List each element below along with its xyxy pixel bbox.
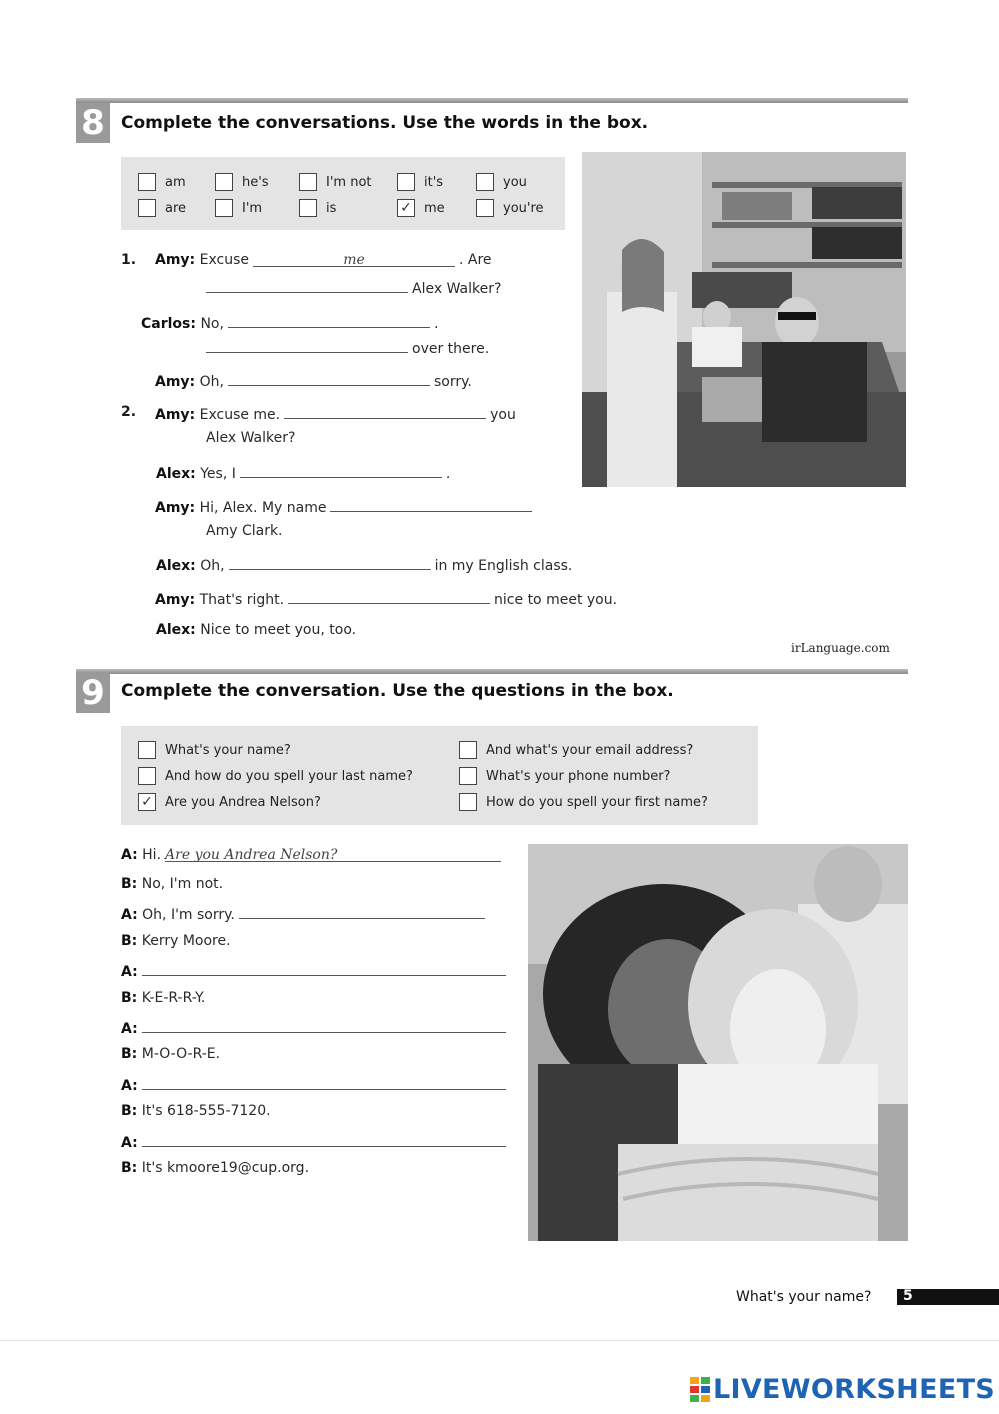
word-option[interactable]: I'm not (299, 173, 372, 191)
students-scene-illustration (528, 844, 908, 1241)
dialog-line: A: Hi. Are you Andrea Nelson? (121, 847, 505, 863)
word-option[interactable]: are (138, 199, 186, 217)
answer-blank[interactable] (206, 338, 408, 353)
answer-blank[interactable] (330, 497, 532, 512)
question-option[interactable]: And what's your email address? (459, 741, 693, 759)
question-option[interactable]: And how do you spell your last name? (138, 767, 413, 785)
dialog-line: Amy: That's right. nice to meet you. (155, 589, 617, 608)
dialog-line: B: It's 618-555-7120. (121, 1103, 271, 1119)
checkbox[interactable] (215, 173, 233, 191)
dialog-line: B: It's kmoore19@cup.org. (121, 1160, 310, 1176)
answer-blank[interactable] (142, 1075, 506, 1090)
dialog-line: A: (121, 1132, 510, 1151)
answer-blank[interactable] (142, 961, 506, 976)
checkbox[interactable] (138, 173, 156, 191)
answer-blank[interactable] (239, 904, 485, 919)
checkbox[interactable] (138, 767, 156, 785)
library-scene-illustration (582, 152, 906, 487)
dialog-line: A: (121, 1075, 510, 1094)
page-number-tab (897, 1289, 999, 1305)
dialog-line: Amy: Excuse me . Are (155, 252, 492, 268)
answer-blank[interactable] (142, 1018, 506, 1033)
checkbox[interactable] (138, 199, 156, 217)
dialog-line: B: Kerry Moore. (121, 933, 231, 949)
checkbox[interactable] (459, 767, 477, 785)
dialog-line: over there. (202, 338, 489, 357)
word-option[interactable]: ✓ me (397, 199, 445, 217)
checkbox[interactable] (397, 173, 415, 191)
checkbox[interactable] (476, 199, 494, 217)
checkbox[interactable] (138, 741, 156, 759)
section-rule (76, 669, 908, 674)
checkbox[interactable] (299, 199, 317, 217)
dialog-line: Alex Walker? (206, 430, 296, 446)
checkbox[interactable] (459, 793, 477, 811)
answer-blank[interactable] (228, 371, 430, 386)
source-credit: irLanguage.com (791, 641, 890, 655)
answer-blank[interactable] (228, 313, 430, 328)
dialog-line: Carlos: No, . (141, 313, 438, 332)
answer-blank[interactable] (142, 1132, 506, 1147)
checkbox[interactable] (459, 741, 477, 759)
word-box (121, 157, 565, 230)
checkbox[interactable] (299, 173, 317, 191)
section-rule (76, 98, 908, 103)
answer-blank[interactable] (229, 555, 431, 570)
word-option[interactable]: you're (476, 199, 544, 217)
dialog-line: A: Oh, I'm sorry. (121, 904, 489, 923)
dialog-line: B: K-E-R-R-Y. (121, 990, 206, 1006)
dialog-line: B: No, I'm not. (121, 876, 224, 892)
answer-blank[interactable] (240, 463, 442, 478)
dialog-line: Alex: Oh, in my English class. (156, 555, 572, 574)
checkbox[interactable] (215, 199, 233, 217)
liveworksheets-logo (690, 1374, 995, 1405)
dialog-line: Amy: Oh, sorry. (155, 371, 472, 390)
word-option[interactable]: he's (215, 173, 269, 191)
question-option[interactable]: How do you spell your first name? (459, 793, 708, 811)
dialog-line: A: (121, 961, 510, 980)
exercise-number-badge: 9 (76, 673, 110, 713)
word-option[interactable]: you (476, 173, 527, 191)
conversation-number: 2. (121, 404, 137, 420)
students-photo (528, 844, 908, 1241)
page-number: 5 (903, 1288, 913, 1304)
dialog-line: A: (121, 1018, 510, 1037)
answer-blank[interactable] (288, 589, 490, 604)
brand-name: LIVEWORKSHEETS (713, 1374, 996, 1405)
word-option[interactable]: it's (397, 173, 443, 191)
dialog-line: Amy Clark. (206, 523, 283, 539)
page-divider (0, 1340, 999, 1341)
checkbox[interactable]: ✓ (397, 199, 415, 217)
dialog-line: Alex Walker? (202, 278, 501, 297)
dialog-line: Amy: Hi, Alex. My name (155, 497, 536, 516)
checkbox[interactable]: ✓ (138, 793, 156, 811)
exercise-title: Complete the conversation. Use the questions in the box. (121, 681, 674, 701)
question-option[interactable]: ✓ Are you Andrea Nelson? (138, 793, 321, 811)
dialog-line: Alex: Nice to meet you, too. (156, 622, 357, 638)
word-option[interactable]: I'm (215, 199, 262, 217)
question-option[interactable]: What's your name? (138, 741, 291, 759)
answer-blank[interactable] (284, 404, 486, 419)
library-photo (582, 152, 906, 487)
dialog-line: B: M-O-O-R-E. (121, 1046, 221, 1062)
answer-blank[interactable]: me (253, 252, 455, 267)
checkbox[interactable] (476, 173, 494, 191)
logo-icon (690, 1377, 710, 1403)
question-box (121, 726, 758, 825)
question-option[interactable]: What's your phone number? (459, 767, 670, 785)
answer-blank[interactable] (206, 278, 408, 293)
unit-title: What's your name? (736, 1289, 872, 1305)
dialog-line: Alex: Yes, I . (156, 463, 450, 482)
answer-blank[interactable]: Are you Andrea Nelson? (165, 847, 501, 862)
word-option[interactable]: is (299, 199, 336, 217)
dialog-line: Amy: Excuse me. you (155, 404, 516, 423)
exercise-title: Complete the conversations. Use the words in the box. (121, 113, 649, 133)
word-option[interactable]: am (138, 173, 186, 191)
conversation-number: 1. (121, 252, 137, 268)
exercise-number-badge: 8 (76, 103, 110, 143)
